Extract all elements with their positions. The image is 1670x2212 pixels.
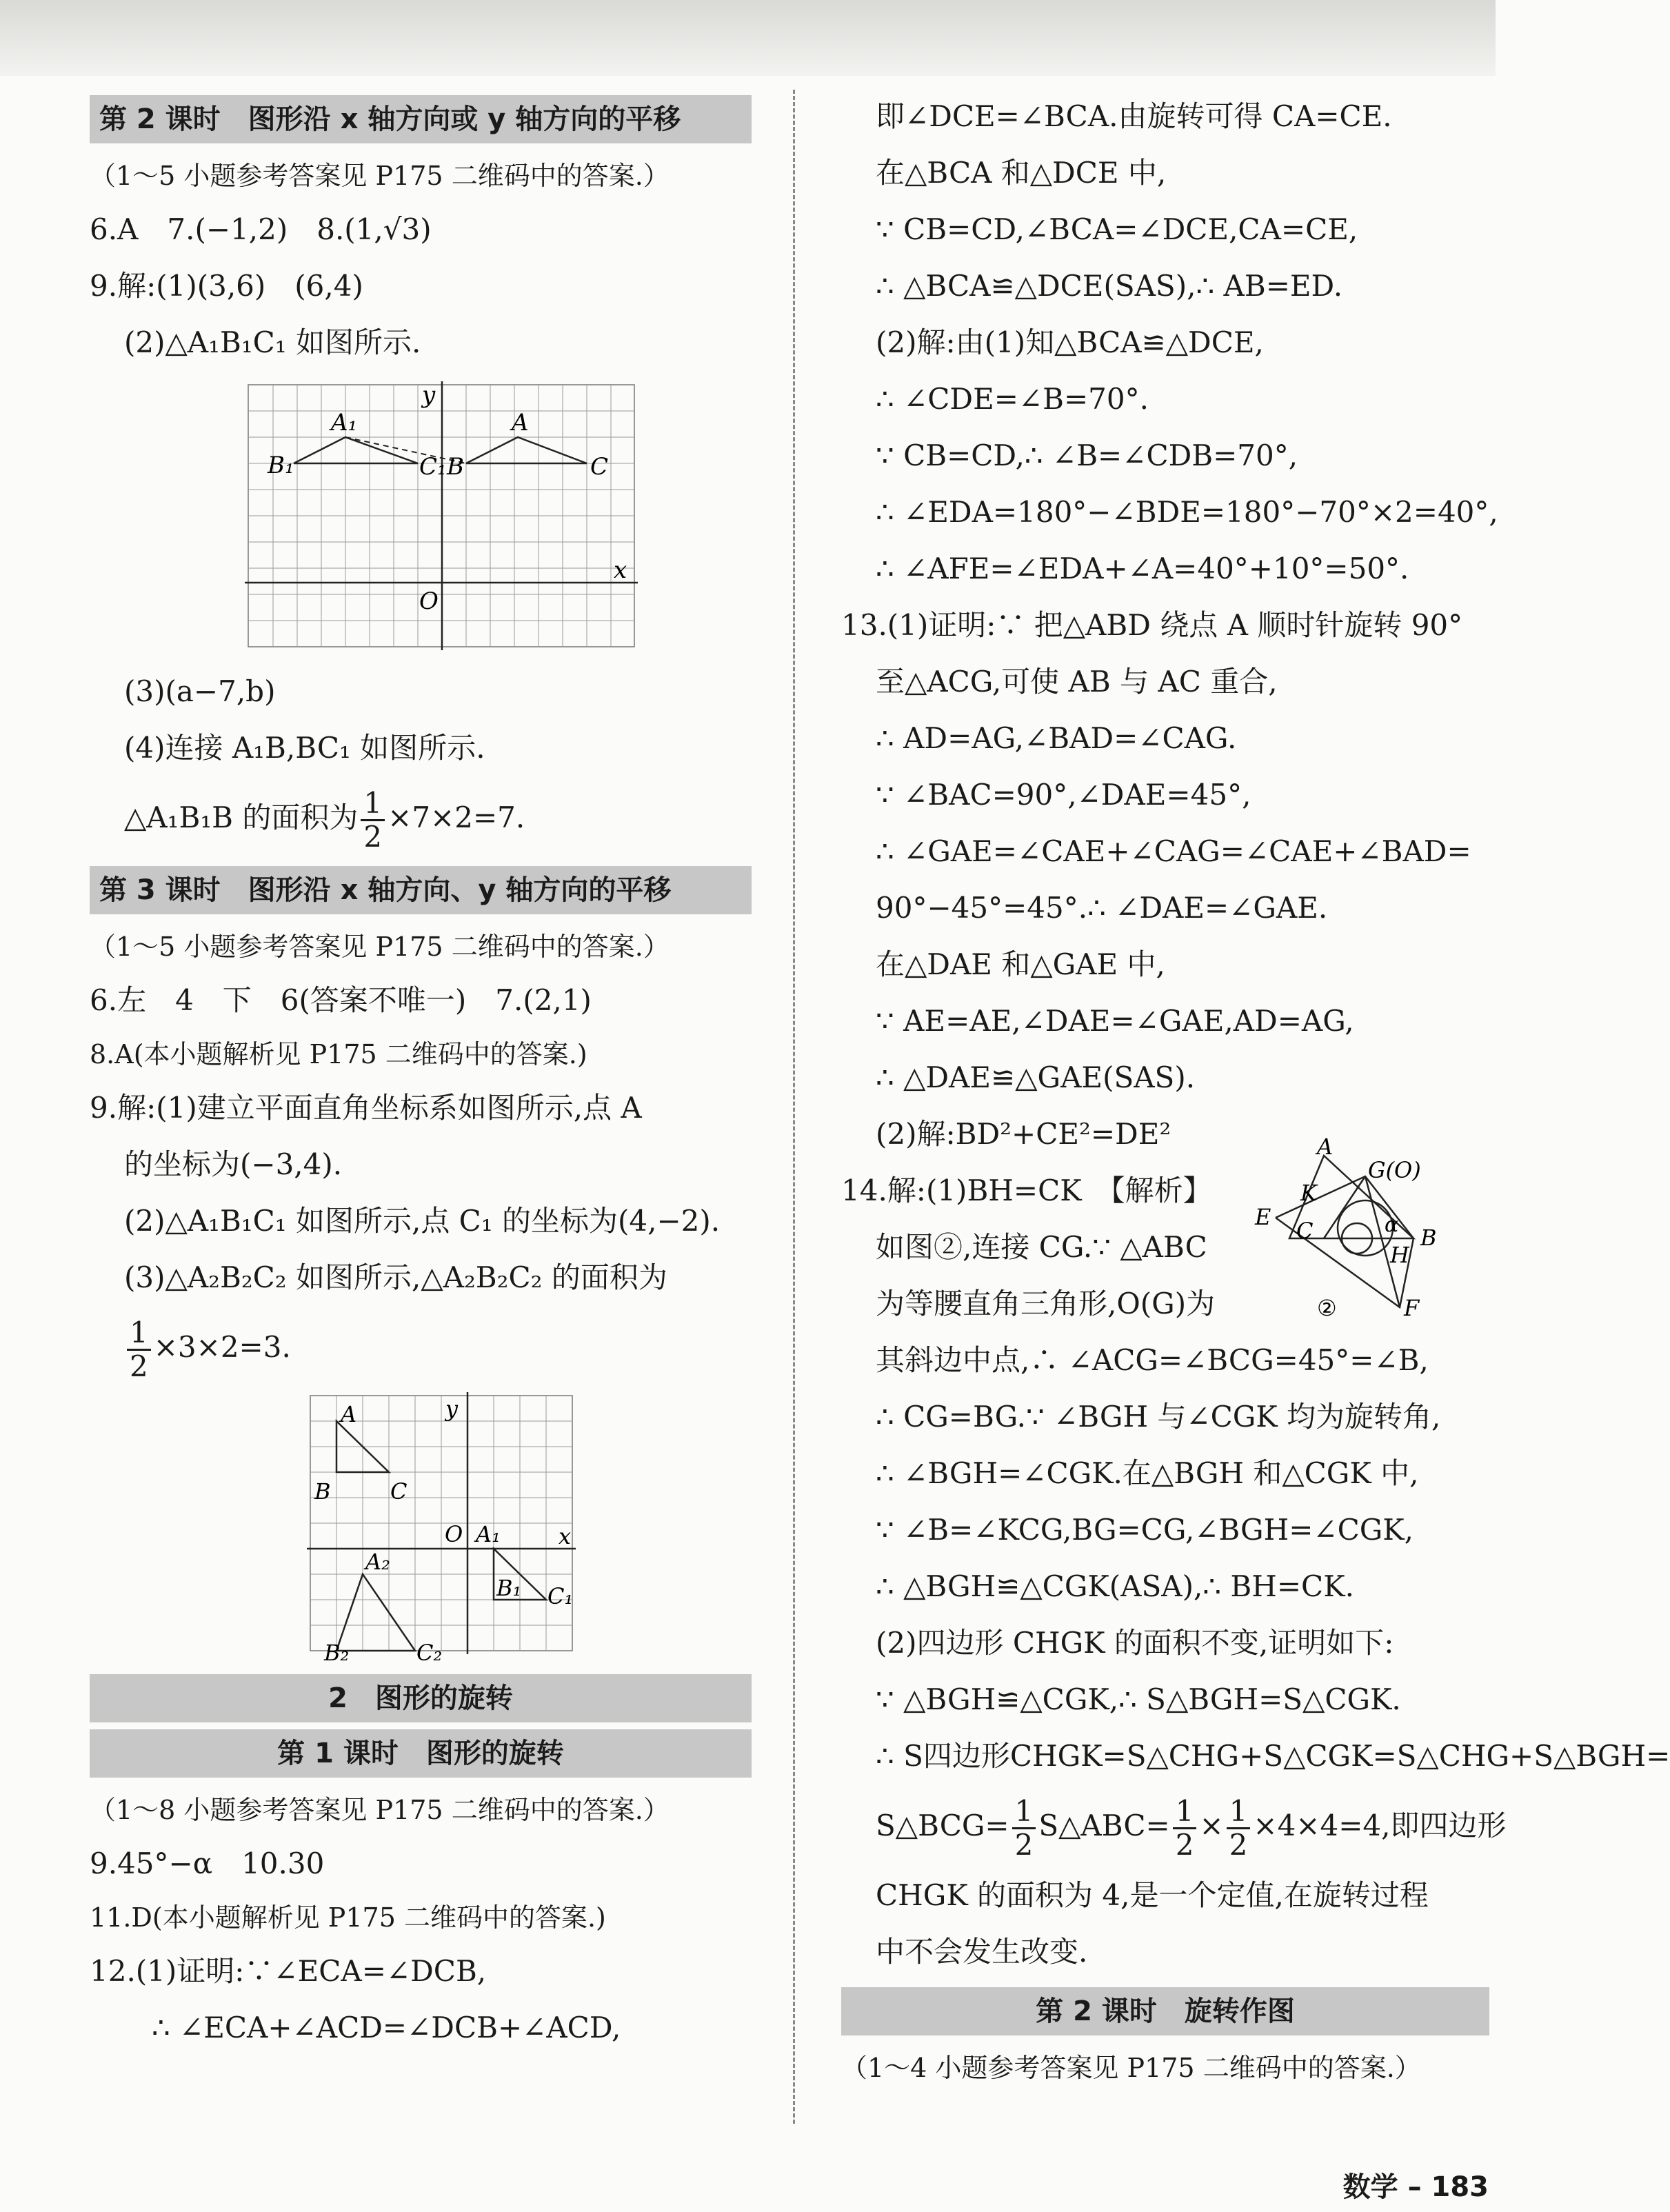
answer-line (841, 1784, 1507, 1867)
answer-line: 12.(1)证明:∵∠ECA=∠DCB, (90, 1954, 487, 1988)
label-B1: B₁ (268, 452, 294, 479)
note: （1～5 小题参考答案见 P175 二维码中的答案.） (90, 161, 670, 191)
label-x: x (614, 556, 627, 584)
answer-line: ∵ CB=CD,∴ ∠B=∠CDB=70°, (876, 439, 1298, 472)
answer-line: ∴ CG=BG.∵ ∠BGH 与∠CGK 均为旋转角, (876, 1400, 1441, 1434)
answer-line: 的坐标为(−3,4). (124, 1147, 343, 1181)
label-B1: B₁ (496, 1575, 522, 1601)
label-C: C (590, 453, 609, 481)
answer-line: 6.A 7.(−1,2) 8.(1,√3) (90, 212, 432, 246)
answer-line: (2)△A₁B₁C₁ 如图所示,点 C₁ 的坐标为(4,−2). (124, 1204, 721, 1238)
label-B: B (447, 453, 464, 481)
answer-line: 其斜边中点,∴ ∠ACG=∠BCG=45°=∠B, (876, 1343, 1429, 1377)
label-A: A (341, 1401, 357, 1427)
figure-grid-translation-1 (90, 371, 752, 661)
answer-line: 中不会发生改变. (876, 1935, 1088, 1969)
answer-line: (2)解:BD²+CE²=DE² (876, 1117, 1171, 1151)
answer-line: ∴ △BCA≌△DCE(SAS),∴ AB=ED. (876, 269, 1343, 303)
label-K: K (1300, 1180, 1317, 1206)
answer-line: ∵ ∠BAC=90°,∠DAE=45°, (876, 778, 1251, 812)
page-footer (1343, 2165, 1489, 2204)
answer-line: 9.解:(1)建立平面直角坐标系如图所示,点 A (90, 1091, 642, 1125)
label-C: C (390, 1478, 408, 1505)
label-C1: C₁ (547, 1583, 574, 1609)
answer-line (90, 776, 752, 859)
answer-line: (4)连接 A₁B,BC₁ 如图所示. (124, 731, 485, 765)
answer-line: (2)四边形 CHGK 的面积不变,证明如下: (876, 1626, 1394, 1660)
answer-line: ∵ ∠B=∠KCG,BG=CG,∠BGH=∠CGK, (876, 1513, 1414, 1547)
note: （1～8 小题参考答案见 P175 二维码中的答案.） (90, 1795, 670, 1825)
answer-line: 8.A(本小题解析见 P175 二维码中的答案.) (90, 1039, 587, 1069)
page-number: 183 (1431, 2171, 1489, 2203)
answer-line: 即∠DCE=∠BCA.由旋转可得 CA=CE. (876, 99, 1392, 133)
text: S△BCG= (876, 1809, 1009, 1842)
label-x: x (559, 1523, 572, 1549)
answer-line: CHGK 的面积为 4,是一个定值,在旋转过程 (876, 1878, 1429, 1912)
answer-line: ∴ AD=AG,∠BAD=∠CAG. (876, 721, 1237, 755)
answer-line: 6.左 4 下 6(答案不唯一) 7.(2,1) (90, 983, 592, 1017)
label-O: O (419, 587, 439, 615)
label-C1: C₁ (419, 453, 447, 481)
figure-number: ② (1317, 1295, 1337, 1321)
figure-rotation-2 (1255, 1135, 1476, 1342)
answer-line: ∴ ∠CDE=∠B=70°. (876, 382, 1149, 416)
answer-line: ∴ ∠EDA=180°−∠BDE=180°−70°×2=40°, (876, 495, 1498, 529)
column-divider (793, 90, 795, 2124)
figure-grid-translation-2 (90, 1389, 752, 1665)
answer-line: ∴ ∠GAE=∠CAE+∠CAG=∠CAE+∠BAD= (876, 834, 1471, 868)
answer-line: 如图②,连接 CG.∵ △ABC (876, 1230, 1207, 1264)
text: S△ABC= (1038, 1809, 1170, 1842)
answer-line: 11.D(本小题解析见 P175 二维码中的答案.) (90, 1902, 606, 1933)
fraction: $\frac{1}{2}$ (1173, 1796, 1197, 1861)
text: ×4×4=4,即四边形 (1253, 1809, 1507, 1842)
answer-line: ∴ △DAE≌△GAE(SAS). (876, 1060, 1196, 1094)
section-title-rotation: 2 图形的旋转 (90, 1674, 752, 1722)
answer-line: (3)(a−7,b) (124, 674, 276, 708)
label-H: H (1390, 1242, 1409, 1268)
answer-line: ∴ S四边形CHGK=S△CHG+S△CGK=S△CHG+S△BGH= (876, 1739, 1670, 1773)
label-alpha: α (1385, 1213, 1399, 1237)
label-G: G(O) (1368, 1157, 1421, 1183)
answer-line: ∴ △BGH≌△CGK(ASA),∴ BH=CK. (876, 1569, 1354, 1603)
label-C: C (1296, 1218, 1314, 1244)
label-A: A (1317, 1134, 1334, 1160)
label-A: A (512, 409, 529, 436)
note: （1～5 小题参考答案见 P175 二维码中的答案.） (90, 932, 670, 962)
text: △A₁B₁B 的面积为 (124, 801, 359, 834)
section-title-rotation-lesson2: 第 2 课时 旋转作图 (841, 1987, 1489, 2035)
answer-line: ∵ AE=AE,∠DAE=∠GAE,AD=AG, (876, 1004, 1354, 1038)
answer-line: 90°−45°=45°.∴ ∠DAE=∠GAE. (876, 891, 1328, 925)
label-B: B (314, 1478, 331, 1505)
fraction: $\frac{1}{2}$ (361, 787, 385, 853)
footer-dash: – (1407, 2171, 1422, 2203)
label-E: E (1255, 1204, 1271, 1230)
answer-line: 14.解:(1)BH=CK 【解析】 (841, 1174, 1212, 1207)
answer-line: ∴ ∠AFE=∠EDA+∠A=40°+10°=50°. (876, 552, 1409, 585)
label-O: O (445, 1521, 463, 1547)
answer-line: (2)△A₁B₁C₁ 如图所示. (124, 325, 421, 359)
scan-top-band (0, 0, 1496, 76)
answer-line: ∵ CB=CD,∠BCA=∠DCE,CA=CE, (876, 212, 1358, 246)
label-B2: B₂ (324, 1640, 350, 1666)
answer-line: 至△ACG,可使 AB 与 AC 重合, (876, 665, 1278, 698)
label-A2: A₂ (365, 1549, 390, 1575)
answer-line: ∴ ∠BGH=∠CGK.在△BGH 和△CGK 中, (876, 1456, 1419, 1490)
label-A1: A₁ (476, 1521, 501, 1547)
section-title-lesson3: 第 3 课时 图形沿 x 轴方向、y 轴方向的平移 (90, 866, 752, 914)
text: × (1199, 1809, 1224, 1842)
label-B: B (1420, 1225, 1437, 1251)
fraction: $\frac{1}{2}$ (1012, 1796, 1036, 1861)
answer-line: 13.(1)证明:∵ 把△ABD 绕点 A 顺时针旋转 90° (841, 608, 1463, 642)
section-subtitle-lesson1: 第 1 课时 图形的旋转 (90, 1729, 752, 1778)
answer-line: 9.解:(1)(3,6) (6,4) (90, 269, 363, 303)
label-y: y (422, 381, 436, 409)
section-title-lesson2: 第 2 课时 图形沿 x 轴方向或 y 轴方向的平移 (90, 95, 752, 143)
answer-line: 在△BCA 和△DCE 中, (876, 156, 1167, 190)
label-y: y (445, 1396, 459, 1422)
right-column (841, 88, 1670, 2093)
subject-label: 数学 (1342, 2171, 1398, 2203)
answer-line: 9.45°−α 10.30 (90, 1847, 325, 1880)
answer-line: ∵ △BGH≌△CGK,∴ S△BGH=S△CGK. (876, 1682, 1401, 1716)
answer-line: (3)△A₂B₂C₂ 如图所示,△A₂B₂C₂ 的面积为 (124, 1260, 667, 1294)
answer-line: 在△DAE 和△GAE 中, (876, 947, 1165, 981)
answer-line: 为等腰直角三角形,O(G)为 (876, 1287, 1216, 1320)
answer-line: ∴ ∠ECA+∠ACD=∠DCB+∠ACD, (152, 2011, 621, 2044)
note: （1～4 小题参考答案见 P175 二维码中的答案.） (841, 2053, 1421, 2083)
answer-line (90, 1306, 752, 1389)
fraction: $\frac{1}{2}$ (1227, 1796, 1251, 1861)
label-A1: A₁ (331, 409, 358, 436)
label-F: F (1404, 1295, 1420, 1321)
answer-line: (2)解:由(1)知△BCA≌△DCE, (876, 325, 1264, 359)
left-column (90, 88, 752, 2056)
label-C2: C₂ (416, 1640, 443, 1666)
text: ×3×2=3. (153, 1330, 291, 1364)
fraction: $\frac{1}{2}$ (127, 1317, 151, 1382)
text: ×7×2=7. (388, 801, 525, 834)
